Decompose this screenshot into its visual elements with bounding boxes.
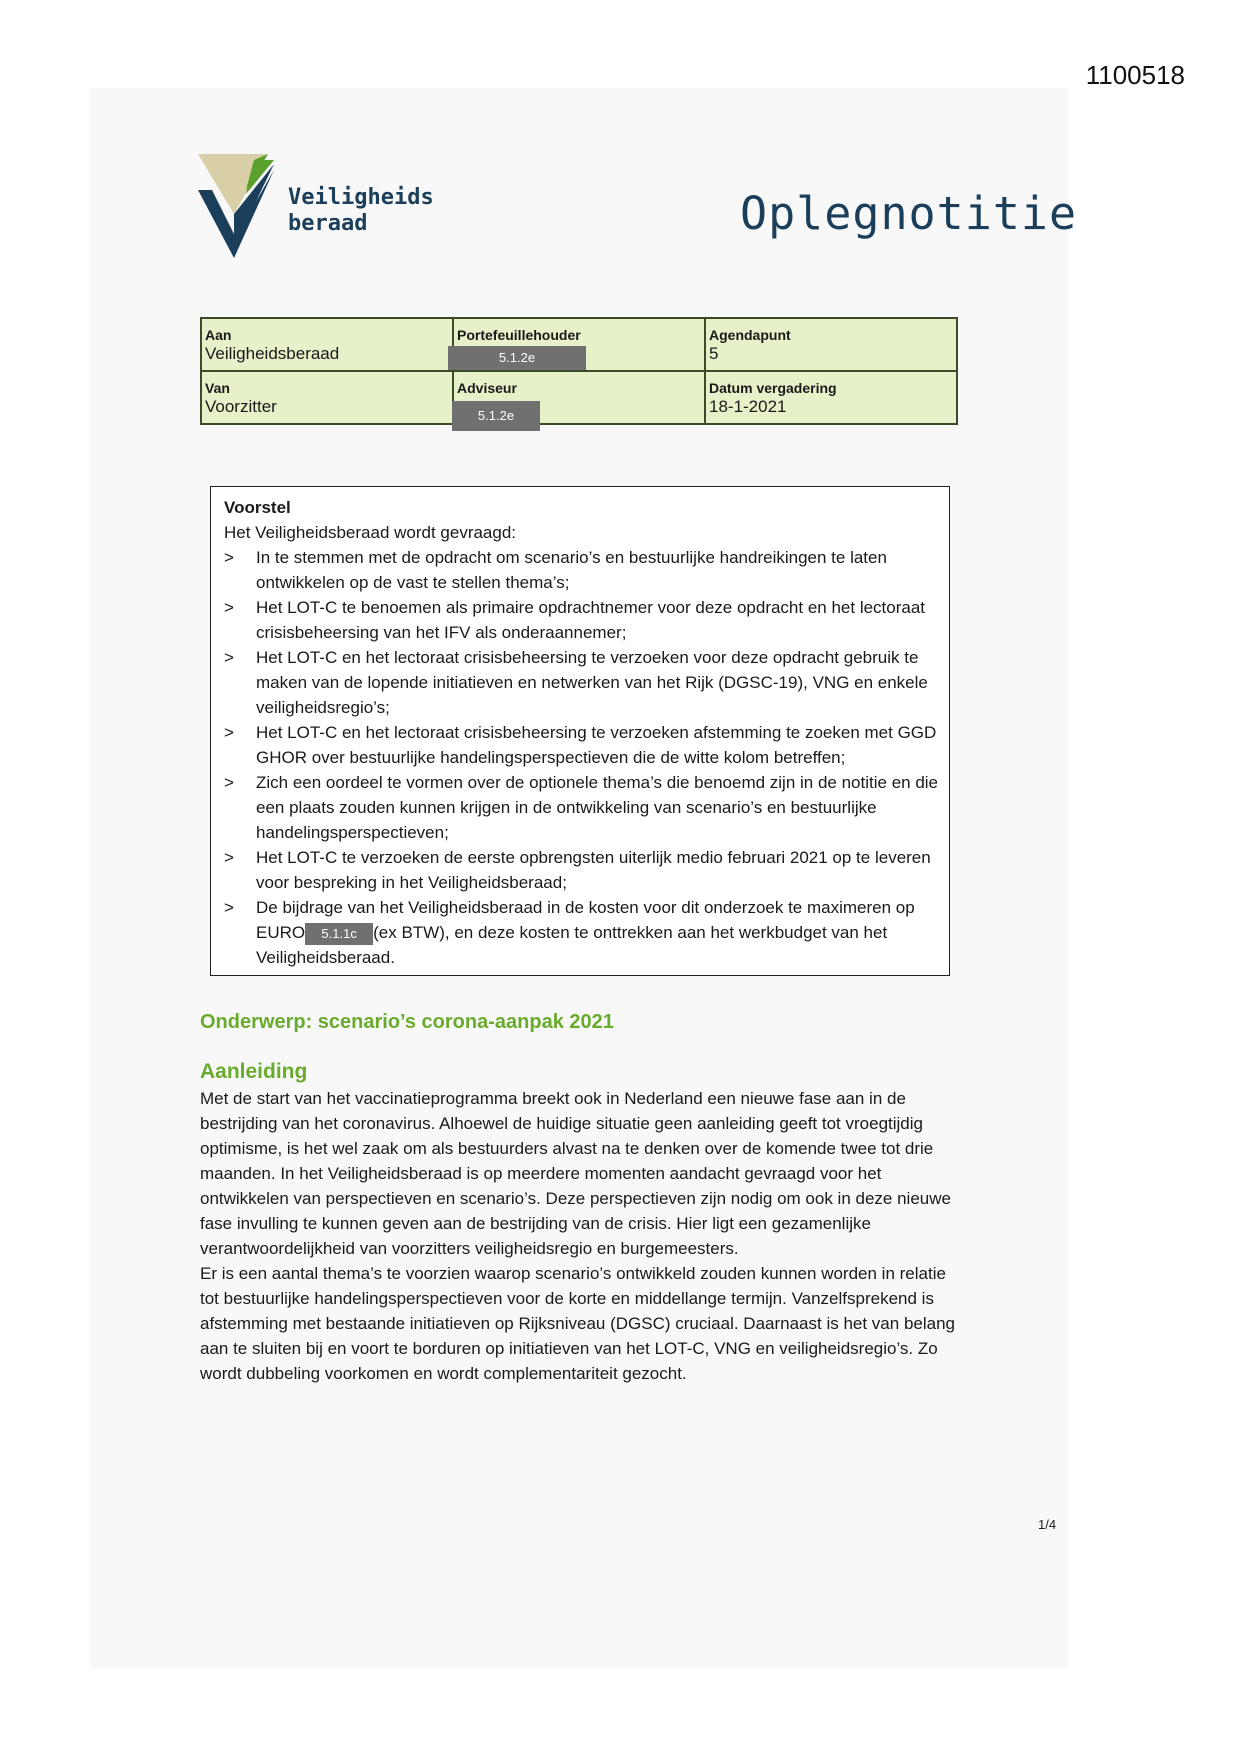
proposal-list [224,545,940,970]
proposal-item-text: In te stemmen met de opdracht om scenario’s en bestuurlijke handreikingen te laten ontwikkelen op de vast te stellen thema’s; [256,548,887,592]
meta-value-agendapunt: 5 [709,344,719,363]
proposal-item [224,595,940,645]
meta-label-aan: Aan [205,327,232,343]
logo-text-line2: beraad [288,211,368,236]
meta-label-van: Van [205,380,230,396]
meta-cell-van [201,371,453,424]
subject-heading: Onderwerp: scenario’s corona-aanpak 2021 [200,1011,614,1033]
logo-text-line1: Veiligheids [288,185,434,210]
body-paragraph: Met de start van het vaccinatieprogramma breekt ook in Nederland een nieuwe fase aan in de bestrijding van het coronavirus. Alhoewel de huidige situatie geen aanleiding geeft tot vroegtijdig optimisme, is het wel zaak om als bestuurders alvast na te denken over de komende twee tot drie maanden. In het Veiligheidsberaad is op meerdere momenten aandacht gevraagd voor het ontwikkelen van perspectieven en scenario’s. Deze perspectieven zijn nodig om ook in deze nieuwe fase invulling te kunnen geven aan de bestrijding van de crisis. Hier ligt een gezamenlijke verantwoordelijkheid van voorzitters veiligheidsregio en burgemeesters. [200,1089,951,1258]
meta-table [200,317,958,425]
meta-label-datum: Datum vergadering [709,380,837,396]
meta-value-van: Voorzitter [205,397,277,416]
proposal-item-text: Het LOT-C te verzoeken de eerste opbrengsten uiterlijk medio februari 2021 op te leveren voor bespreking in het Veiligheidsberaad; [256,848,931,892]
proposal-item [224,770,940,845]
meta-label-agendapunt: Agendapunt [709,327,791,343]
meta-label-adviseur: Adviseur [457,380,517,396]
redaction-amount: 5.1.1c [305,923,373,945]
redaction-portefeuillehouder: 5.1.2e [448,346,586,370]
body-text [200,1086,960,1386]
bullet-marker: > [224,898,234,917]
proposal-item [224,545,940,595]
meta-value-aan: Veiligheidsberaad [205,344,340,363]
meta-cell-adviseur [453,371,705,424]
proposal-item [224,845,940,895]
proposal-item [224,645,940,720]
bullet-marker: > [224,598,234,617]
document-title: Oplegnotitie [740,187,1078,240]
meta-cell-portefeuillehouder [453,318,705,371]
proposal-title: Voorstel [224,498,291,517]
proposal-item-text: Zich een oordeel te vormen over de optionele thema’s die benoemd zijn in de notitie en die een plaats zouden kunnen krijgen in de ontwikkeling van scenario’s en bestuurlijke handelingsperspectieven; [256,773,939,842]
proposal-item-text: Het LOT-C en het lectoraat crisisbeheersing te verzoeken afstemming te zoeken met GGD GHOR over bestuurlijke handelingsperspectieven die de witte kolom betreffen; [256,723,937,767]
page-number: 1/4 [1038,1517,1057,1532]
veiligheidsberaad-logo-icon [198,154,288,258]
meta-cell-datum [705,371,957,424]
meta-cell-aan [201,318,453,371]
proposal-intro: Het Veiligheidsberaad wordt gevraagd: [224,523,517,542]
meta-label-portefeuillehouder: Portefeuillehouder [457,327,581,343]
meta-value-datum: 18-1-2021 [709,397,787,416]
proposal-item-text: Het LOT-C te benoemen als primaire opdrachtnemer voor deze opdracht en het lectoraat crisisbeheersing van het IFV als onderaannemer; [256,598,926,642]
proposal-item [224,895,940,970]
body-paragraph: Er is een aantal thema’s te voorzien waarop scenario’s ontwikkeld zouden kunnen worden in relatie tot bestuurlijke handelingsperspectieven voor de korte en middellange termijn. Vanzelfsprekend is afstemming met bestaande initiatieven op Rijksniveau (DGSC) cruciaal. Daarnaast is het van belang aan te sluiten bij en voort te borduren op initiatieven van het LOT-C, VNG en veiligheidsregio’s. Zo wordt dubbeling voorkomen en wordt complementariteit gezocht. [200,1264,955,1383]
proposal-item-text-after: (ex BTW), en deze kosten te onttrekken aan het werkbudget van het Veiligheidsberaad. [256,923,888,967]
proposal-item-text: Het LOT-C en het lectoraat crisisbeheersing te verzoeken voor deze opdracht gebruik te maken van de lopende initiatieven en netwerken van het Rijk (DGSC-19), VNG en enkele veiligheidsregio’s; [256,648,928,717]
proposal-item-text-before: De bijdrage van het Veiligheidsberaad in de kosten voor dit onderzoek te maximeren op EURO [256,898,915,942]
document-number: 1100518 [1085,60,1185,90]
redaction-adviseur: 5.1.2e [452,401,540,431]
bullet-marker: > [224,548,234,567]
meta-cell-agendapunt [705,318,957,371]
logo-text [288,185,434,237]
bullet-marker: > [224,773,234,792]
bullet-marker: > [224,723,234,742]
proposal-item [224,720,940,770]
bullet-marker: > [224,848,234,867]
section-heading: Aanleiding [200,1060,308,1083]
bullet-marker: > [224,648,234,667]
